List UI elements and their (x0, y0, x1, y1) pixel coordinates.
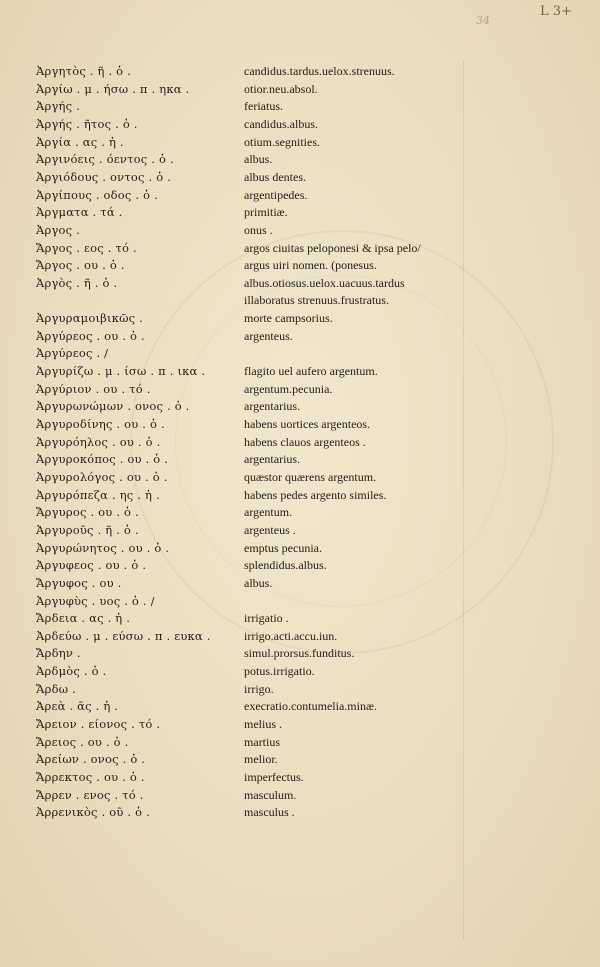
lexicon-entry (36, 452, 456, 469)
lexicon-entry (36, 364, 456, 381)
greek-headword: Ἀργὸς . ῆ . ὁ . (36, 275, 118, 290)
latin-gloss: masculus . (244, 805, 295, 820)
lexicon-entry (36, 576, 456, 593)
latin-gloss: execratio.contumelia.minæ. (244, 699, 377, 714)
greek-headword: Ἀρείων . ονος . ὁ . (36, 752, 146, 767)
latin-gloss: flagito uel aufero argentum. (244, 364, 378, 379)
lexicon-entry (36, 117, 456, 134)
lexicon-entry (36, 417, 456, 434)
latin-gloss: splendidus.albus. (244, 558, 327, 573)
greek-headword: Ἀργητὸς . ῆ . ὁ . (36, 64, 132, 78)
greek-headword: Ἀργυφὺς . υος . ὁ . / (36, 593, 155, 608)
lexicon-entry (36, 788, 456, 805)
latin-gloss: habens uortices argenteos. (244, 417, 371, 431)
greek-headword: Ἀργία . ας . ἡ . (36, 134, 124, 149)
lexicon-entry (36, 293, 456, 310)
latin-gloss: martius (244, 734, 280, 749)
lexicon-entry (36, 505, 456, 522)
lexicon-entry (36, 664, 456, 681)
lexicon-entry (36, 717, 456, 734)
latin-gloss: argenteus. (244, 328, 293, 343)
lexicon-entry (36, 735, 456, 752)
latin-gloss: feriatus. (244, 99, 283, 114)
greek-headword: Ἀργής . (36, 99, 80, 114)
latin-gloss: argos ciuitas peloponesi & ipsa pelo/ (244, 240, 421, 255)
latin-gloss: otium.segnities. (244, 134, 320, 149)
latin-gloss: imperfectus. (244, 770, 304, 784)
latin-gloss: albus.otiosus.uelox.uacuus.tardus (244, 275, 405, 290)
greek-headword: Ἀρρενικὸς . οῦ . ὁ . (36, 805, 150, 820)
lexicon-entry (36, 682, 456, 699)
latin-gloss: emptus pecunia. (244, 540, 322, 555)
greek-headword: Ἀργίω . μ . ήσω . π . ηκα . (36, 81, 190, 96)
lexicon-entry (36, 258, 456, 275)
greek-headword: Ἀργος . (36, 222, 81, 237)
greek-headword: Ἄργος . εος . τό . (36, 240, 137, 255)
latin-gloss: habens clauos argenteos . (244, 434, 366, 449)
lexicon-entry (36, 82, 456, 99)
lexicon-entry (36, 188, 456, 205)
greek-headword: Ἀργιόδους . οντος . ὁ . (36, 169, 172, 184)
latin-gloss: argentum. (244, 505, 293, 520)
folio-pencil-number: 34 (476, 14, 490, 27)
greek-headword: Ἀργυρωνώμων . ονος . ὁ . (36, 399, 190, 414)
lexicon-entry (36, 470, 456, 487)
lexicon-entry (36, 276, 456, 293)
lexicon-entry (36, 594, 456, 611)
latin-gloss: otior.neu.absol. (244, 81, 318, 96)
greek-headword: Ἄργος . ου . ὁ . (36, 258, 125, 273)
lexicon-entry (36, 611, 456, 628)
latin-gloss: argentipedes. (244, 187, 308, 202)
latin-gloss: candidus.tardus.uelox.strenuus. (244, 64, 395, 78)
lexicon-entry (36, 205, 456, 222)
lexicon-entry (36, 329, 456, 346)
latin-gloss: albus. (244, 152, 273, 167)
greek-headword: Ἀργυροκόπος . ου . ὁ . (36, 452, 169, 467)
latin-gloss: argentarius. (244, 452, 301, 467)
lexicon-entry (36, 170, 456, 187)
lexicon-entry (36, 382, 456, 399)
greek-headword: Ἄργυφος . ου . (36, 575, 122, 590)
latin-gloss: potus.irrigatio. (244, 664, 315, 679)
greek-headword: Ἄρρεν . ενος . τό . (36, 787, 144, 802)
lexicon-entry (36, 399, 456, 416)
lexicon-entry (36, 488, 456, 505)
lexicon-entry (36, 223, 456, 240)
latin-gloss: habens pedes argento similes. (244, 487, 387, 502)
greek-headword: Ἀργματα . τά . (36, 205, 123, 220)
greek-headword: Ἀργύριον . ου . τό . (36, 381, 151, 396)
greek-headword: Ἀργής . ῆτος . ὁ . (36, 116, 138, 131)
greek-headword: Ἄργυρος . ου . ὁ . (36, 505, 139, 520)
greek-headword: Ἀργίπους . οδος . ὁ . (36, 187, 158, 202)
lexicon-entry (36, 99, 456, 116)
greek-headword: Ἀργυρίζω . μ . ίσω . π . ικα . (36, 364, 206, 379)
greek-headword: Ἄρειον . είονος . τό . (36, 717, 161, 732)
greek-headword: Ἄρειος . ου . ὁ . (36, 734, 129, 749)
lexicon-entry (36, 646, 456, 663)
greek-headword: Ἀργυρολόγος . ου . ὁ . (36, 469, 168, 484)
margin-rule (463, 60, 464, 940)
folio-number: L 3+ (540, 4, 572, 19)
greek-headword: Ἀρεὰ . ᾶς . ἡ . (36, 699, 119, 714)
greek-headword: Ἀργινόεις . όεντος . ὁ . (36, 152, 174, 167)
lexicon-entry (36, 523, 456, 540)
lexicon-entry (36, 558, 456, 575)
lexicon-entry (36, 135, 456, 152)
lexicon-entry (36, 541, 456, 558)
latin-gloss: masculum. (244, 787, 297, 802)
latin-gloss: melior. (244, 752, 278, 767)
latin-gloss: albus dentes. (244, 169, 306, 184)
greek-headword: Ἀρδμὸς . ὁ . (36, 664, 107, 679)
greek-headword: Ἀργύρεος . ου . ὁ . (36, 328, 145, 343)
greek-headword: Ἀργύρεος . / (36, 346, 109, 361)
latin-gloss: albus. (244, 575, 273, 590)
greek-headword: Ἀργυρόπεζα . ης . ἡ . (36, 487, 160, 502)
lexicon-entry (36, 752, 456, 769)
lexicon-entry (36, 311, 456, 328)
latin-gloss: irrigo. (244, 681, 274, 696)
latin-gloss: argenteus . (244, 522, 296, 537)
greek-headword: Ἄρρεκτος . ου . ὁ . (36, 770, 145, 784)
greek-headword: Ἄρδην . (36, 646, 81, 661)
latin-gloss: quæstor quærens argentum. (244, 469, 377, 484)
lexicon-entry (36, 152, 456, 169)
greek-headword: Ἀργυφεος . ου . ὁ . (36, 558, 147, 573)
latin-gloss: argentum.pecunia. (244, 381, 333, 396)
latin-gloss: irrigo.acti.accu.iun. (244, 628, 338, 643)
greek-headword: Ἀργυροδίνης . ου . ὁ . (36, 417, 165, 431)
greek-headword: Ἀρδεύω . μ . εύσω . π . ευκα . (36, 628, 211, 643)
lexicon-entry (36, 346, 456, 363)
latin-gloss: candidus.albus. (244, 116, 318, 131)
lexicon-entry (36, 629, 456, 646)
latin-gloss: melius . (244, 717, 282, 732)
latin-gloss: argentarius. (244, 399, 301, 414)
latin-gloss: primitiæ. (244, 205, 288, 220)
greek-headword: Ἄρδεια . ας . ἡ . (36, 611, 131, 626)
greek-headword: Ἄρδω . (36, 681, 77, 696)
latin-gloss: argus uiri nomen. (ponesus. (244, 258, 377, 273)
lexicon-entry (36, 435, 456, 452)
latin-gloss: simul.prorsus.funditus. (244, 646, 355, 661)
lexicon-entry (36, 241, 456, 258)
latin-gloss: irrigatio . (244, 611, 289, 626)
lexicon-entry (36, 770, 456, 787)
latin-gloss: illaboratus strenuus.frustratus. (244, 293, 389, 308)
greek-headword: Ἀργυραμοιβικῶς . (36, 311, 144, 326)
greek-headword: Ἀργυρόηλος . ου . ὁ . (36, 434, 161, 449)
lexicon-entry (36, 699, 456, 716)
lexicon-entry (36, 805, 456, 822)
greek-headword: Ἀργυρώνητος . ου . ὁ . (36, 540, 170, 555)
latin-gloss: morte campsorius. (244, 311, 333, 326)
lexicon-entry (36, 64, 456, 81)
latin-gloss: onus . (244, 222, 273, 237)
greek-headword: Ἀργυροῦς . ῆ . ὁ . (36, 522, 139, 537)
